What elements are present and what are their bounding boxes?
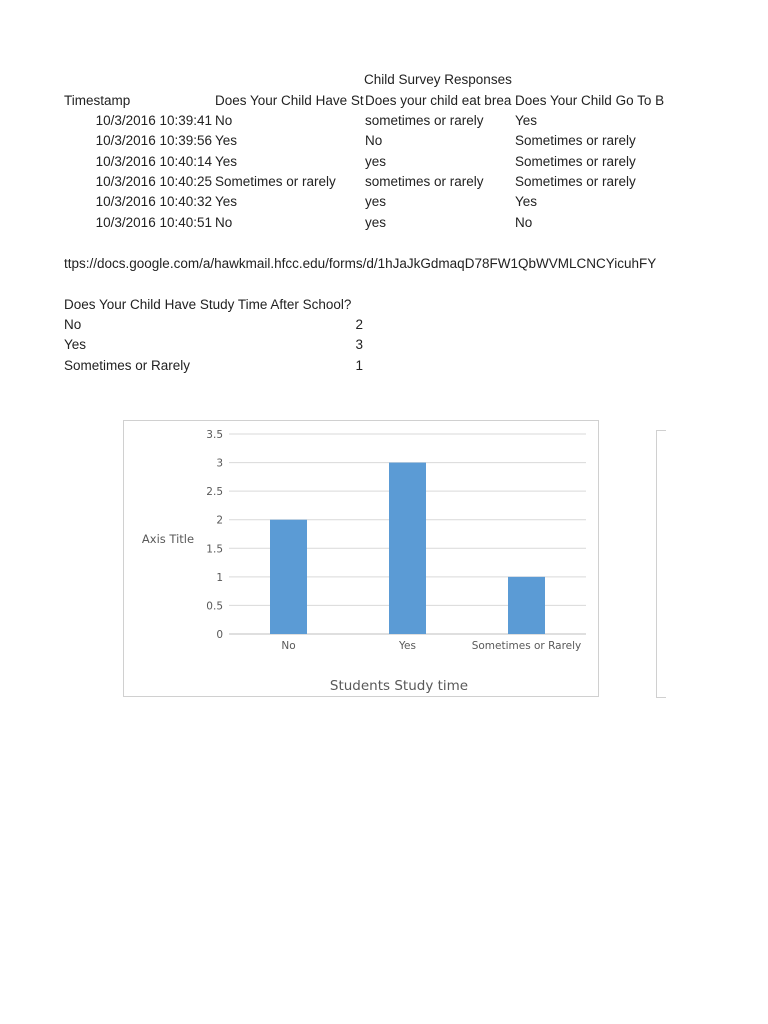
- row-timestamp: 10/3/2016 10:39:41: [95, 113, 212, 128]
- summary-count: 3: [355, 337, 363, 352]
- header-bed: Does Your Child Go To B: [515, 93, 665, 108]
- chart-frame[interactable]: [123, 420, 599, 697]
- header-study-time: Does Your Child Have St: [215, 93, 364, 108]
- row-study-time: No: [215, 215, 233, 230]
- y-tick-label: 1: [216, 571, 223, 584]
- row-breakfast: No: [365, 133, 383, 148]
- row-bed: Sometimes or rarely: [515, 133, 636, 148]
- row-study-time: Yes: [215, 154, 238, 169]
- row-bed: Yes: [515, 194, 538, 209]
- row-breakfast: sometimes or rarely: [365, 113, 484, 128]
- row-breakfast: yes: [365, 194, 387, 209]
- row-timestamp: 10/3/2016 10:40:51: [95, 215, 212, 230]
- bar: [508, 577, 545, 634]
- row-timestamp: 10/3/2016 10:40:14: [95, 154, 212, 169]
- chart-title: Students Study time: [329, 678, 469, 694]
- x-tick-label: No: [281, 640, 296, 652]
- summary-question: Does Your Child Have Study Time After School?: [64, 297, 352, 312]
- x-tick-label: Sometimes or Rarely: [471, 640, 582, 652]
- row-bed: No: [515, 215, 533, 230]
- y-axis-title: Axis Title: [141, 532, 195, 546]
- row-study-time: Yes: [215, 194, 238, 209]
- summary-label: Sometimes or Rarely: [64, 358, 191, 373]
- row-study-time: Yes: [215, 133, 238, 148]
- y-tick-label: 0.5: [206, 600, 223, 613]
- row-bed: Yes: [515, 113, 538, 128]
- bar: [270, 520, 307, 634]
- y-tick-label: 1.5: [206, 543, 223, 556]
- header-breakfast: Does your child eat brea: [365, 93, 512, 108]
- row-bed: Sometimes or rarely: [515, 174, 636, 189]
- summary-label: No: [64, 317, 82, 332]
- row-study-time: Sometimes or rarely: [215, 174, 336, 189]
- header-timestamp: Timestamp: [64, 93, 131, 108]
- bar-chart: [124, 421, 598, 696]
- row-timestamp: 10/3/2016 10:39:56: [95, 133, 212, 148]
- row-breakfast: yes: [365, 154, 387, 169]
- row-breakfast: yes: [365, 215, 387, 230]
- y-tick-label: 3: [216, 457, 223, 470]
- bar: [389, 463, 426, 634]
- y-tick-label: 3.5: [206, 429, 223, 441]
- row-breakfast: sometimes or rarely: [365, 174, 484, 189]
- y-tick-label: 2: [216, 514, 223, 527]
- sheet-title: Child Survey Responses: [364, 72, 512, 87]
- y-tick-label: 2.5: [206, 486, 223, 499]
- summary-count: 1: [355, 358, 363, 373]
- summary-count: 2: [355, 317, 363, 332]
- x-tick-label: Yes: [399, 640, 416, 652]
- y-tick-label: 0: [216, 629, 223, 641]
- summary-label: Yes: [64, 337, 87, 352]
- form-link[interactable]: ttps://docs.google.com/a/hawkmail.hfcc.edu/forms/d/1hJaJkGdmaqD78FW1QbWVMLCNCYicuhFY: [64, 256, 657, 271]
- second-chart-edge: [656, 430, 666, 698]
- row-timestamp: 10/3/2016 10:40:32: [95, 194, 212, 209]
- row-bed: Sometimes or rarely: [515, 154, 636, 169]
- row-timestamp: 10/3/2016 10:40:25: [95, 174, 212, 189]
- row-study-time: No: [215, 113, 233, 128]
